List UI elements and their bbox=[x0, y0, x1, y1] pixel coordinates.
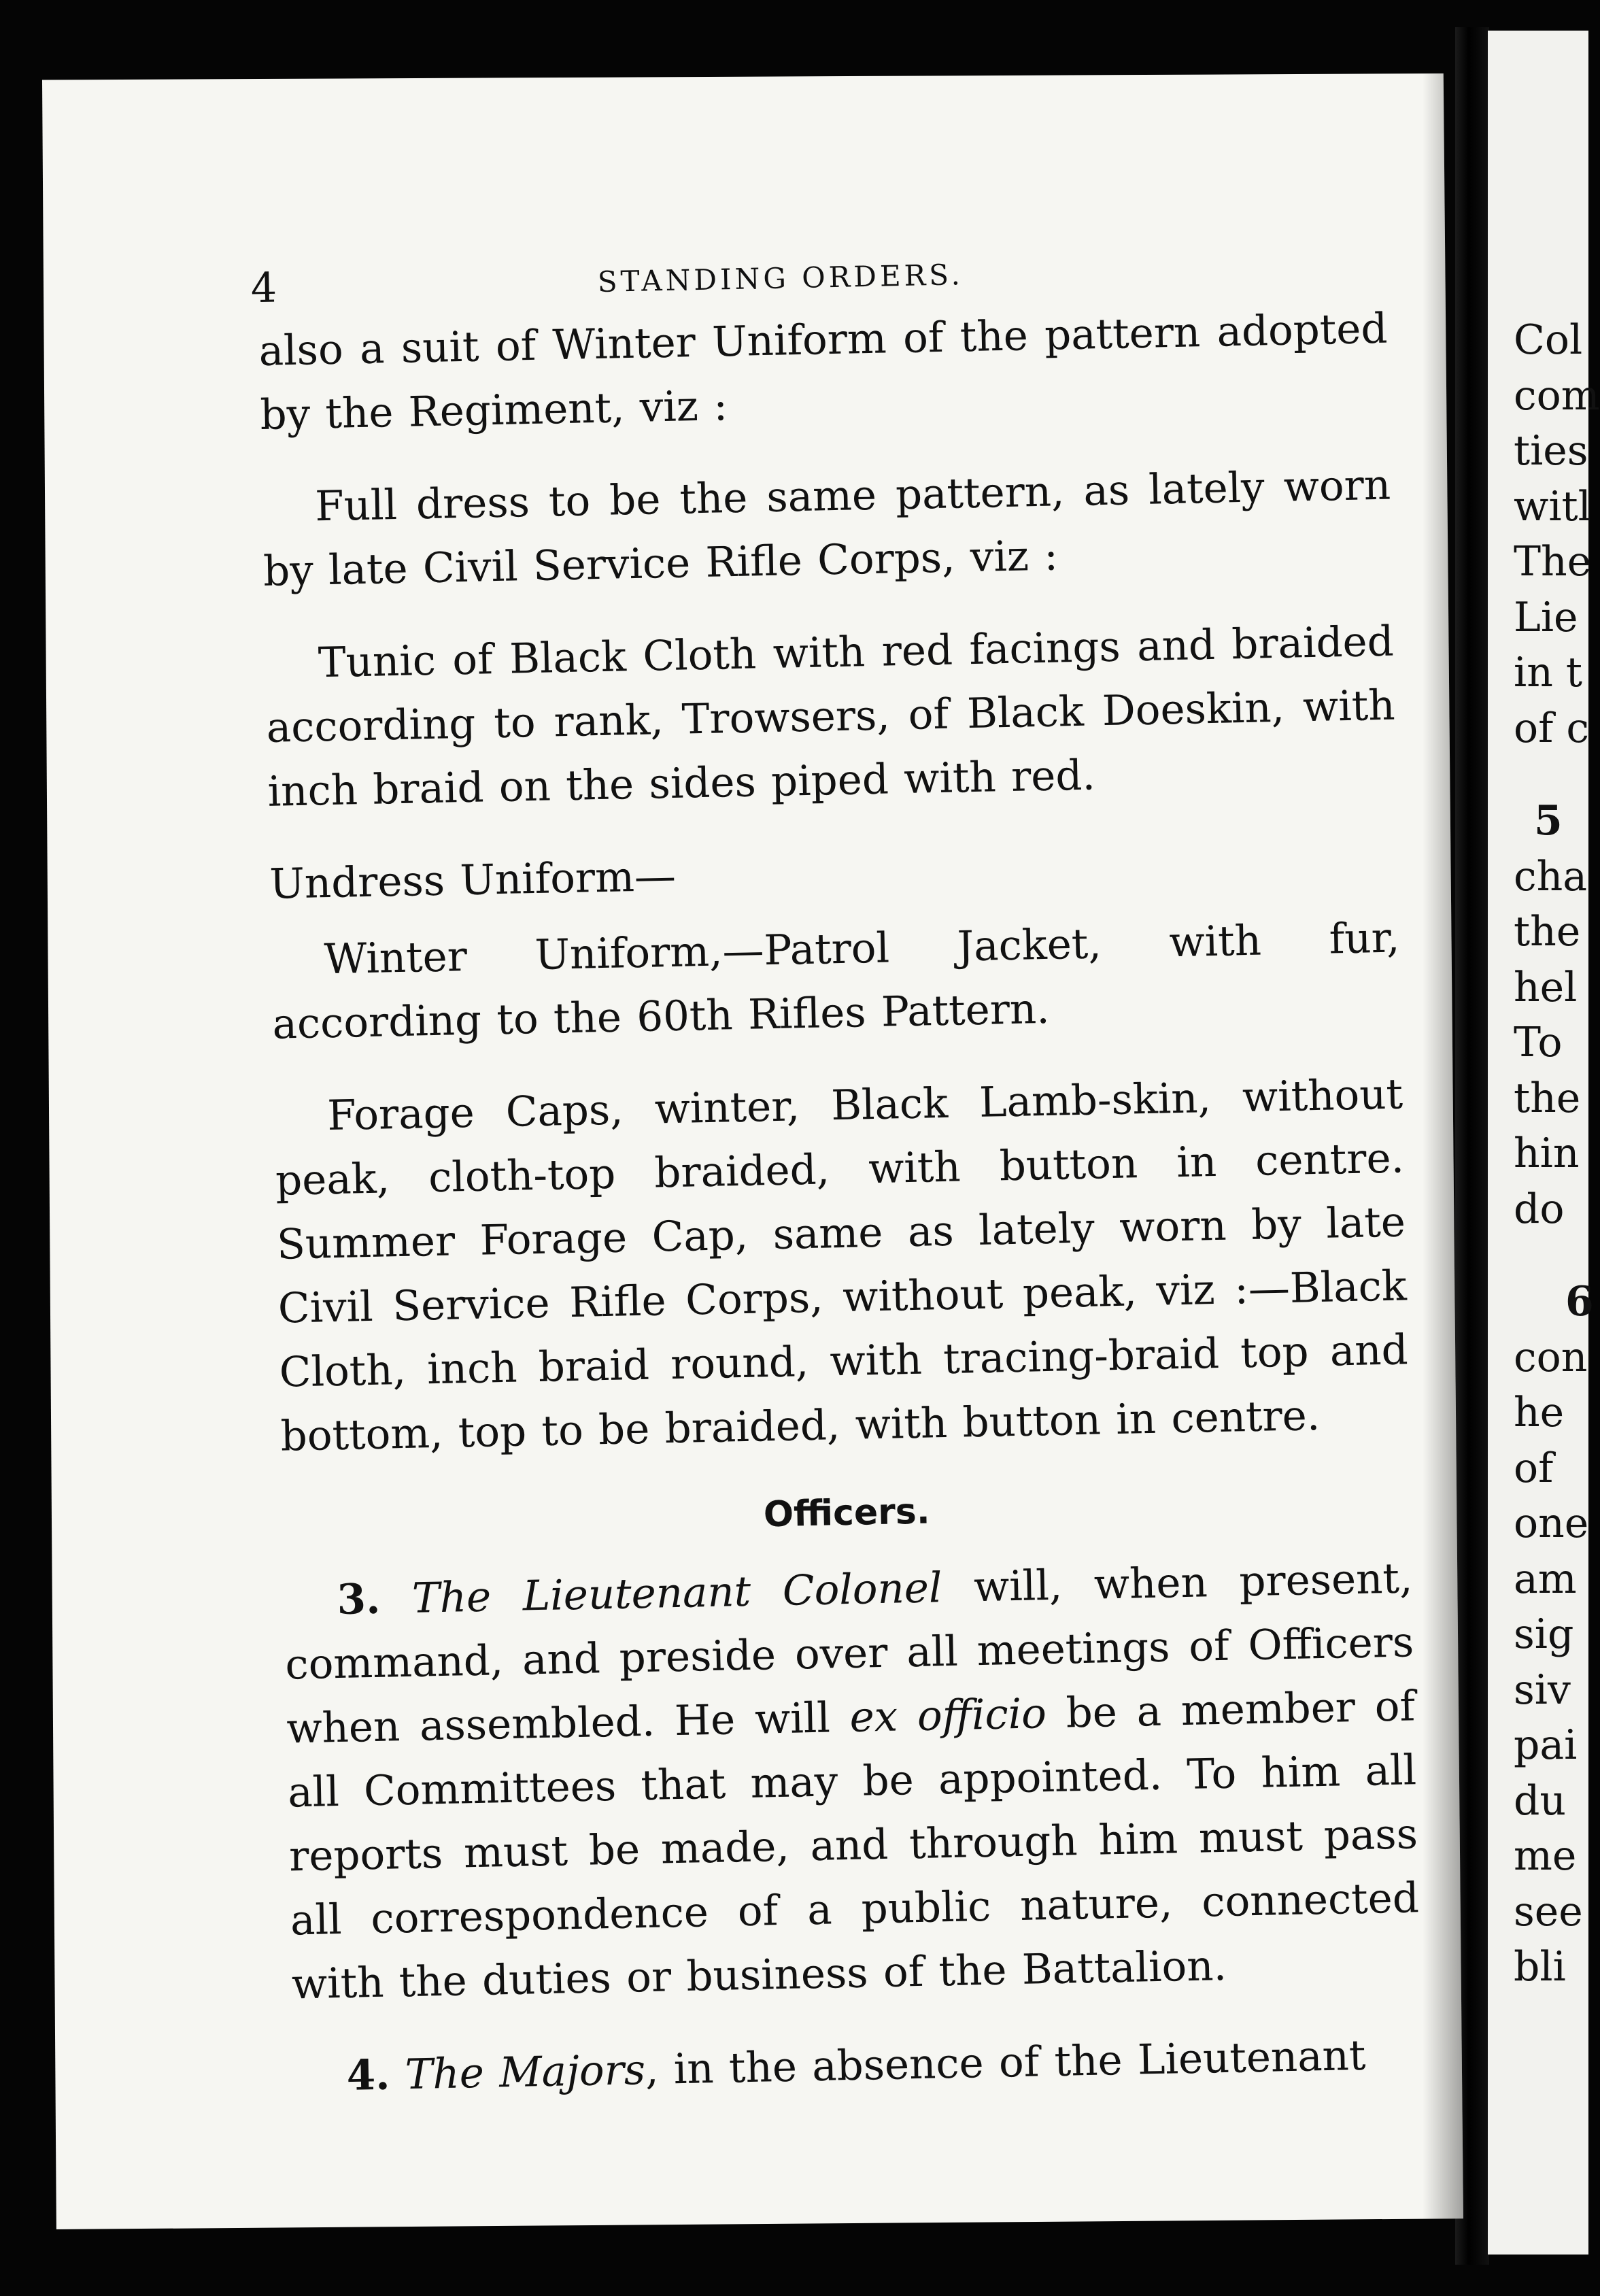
facing-line: do bbox=[1514, 1185, 1565, 1233]
facing-line: Lie bbox=[1514, 593, 1578, 641]
facing-line: The bbox=[1514, 538, 1592, 586]
facing-line: of bbox=[1514, 1444, 1554, 1492]
page-number: 4 bbox=[250, 264, 277, 313]
facing-line: he bbox=[1514, 1389, 1565, 1436]
facing-line: me bbox=[1514, 1832, 1577, 1880]
paragraph-3-text-a: will, when present, command, and preside over all meetings of Officers when assembled. He will bbox=[284, 1554, 1414, 1753]
page-text bbox=[250, 236, 1423, 2138]
paragraph-3-number: 3. bbox=[336, 1574, 381, 1625]
facing-line: of c bbox=[1514, 704, 1590, 752]
facing-line: com bbox=[1514, 371, 1600, 420]
facing-line: witl bbox=[1514, 482, 1591, 530]
paragraph-4-title: The Majors bbox=[405, 2046, 646, 2099]
facing-line: pai bbox=[1514, 1721, 1578, 1769]
paragraph-4-text: , in the absence of the Lieutenant bbox=[645, 2031, 1367, 2095]
tunic-paragraph: Tunic of Black Cloth with red facings and braided according to rank, Trowsers, of Black Doeskin, with inch braid on the sides piped with red. bbox=[266, 617, 1396, 816]
running-head: STANDING ORDERS. bbox=[597, 258, 964, 299]
paragraph-4-number: 4. bbox=[345, 2050, 391, 2100]
facing-line: hel bbox=[1514, 963, 1578, 1011]
officers-heading: Officers. bbox=[763, 1491, 931, 1536]
winter-uniform-paragraph: Winter Uniform,—Patrol Jacket, with fur, according to the 60th Rifles Pattern. bbox=[271, 913, 1401, 1049]
facing-line: du bbox=[1514, 1776, 1567, 1825]
facing-line: siv bbox=[1514, 1666, 1571, 1714]
facing-section-6: 6 bbox=[1565, 1278, 1594, 1326]
facing-line: To bbox=[1514, 1019, 1563, 1066]
forage-caps-paragraph: Forage Caps, winter, Black Lamb-skin, without peak, cloth-top braided, with button in centre. Summer Forage Cap, same as lately worn by late Civil Service Rifle Corps, without peak, viz :—Black Cloth, inch braid round, with tracing-braid top and bottom, top to be braided, with button in centre. bbox=[275, 1070, 1409, 1461]
facing-line: con bbox=[1514, 1333, 1588, 1381]
ex-officio-phrase: ex officio bbox=[849, 1689, 1047, 1742]
facing-line: Col bbox=[1514, 316, 1583, 364]
undress-heading: Undress Uniform— bbox=[269, 851, 677, 909]
facing-section-5: 5 bbox=[1534, 797, 1563, 845]
full-dress-paragraph: Full dress to be the same pattern, as lately worn by late Civil Service Rifle Corps, viz : bbox=[262, 460, 1391, 596]
facing-line: hin bbox=[1514, 1130, 1580, 1177]
facing-line: sig bbox=[1514, 1610, 1574, 1658]
facing-line: bli bbox=[1514, 1943, 1566, 1991]
paragraph-4 bbox=[293, 2023, 1423, 2109]
facing-line: cha bbox=[1514, 852, 1588, 900]
facing-line: the bbox=[1514, 1074, 1581, 1122]
paragraph-3-title: The Lieutenant Colonel bbox=[411, 1564, 943, 1623]
facing-line: ties bbox=[1514, 427, 1588, 475]
facing-line: am bbox=[1514, 1555, 1577, 1603]
intro-paragraph: also a suit of Winter Uniform of the pattern adopted by the Regiment, viz : bbox=[258, 304, 1389, 439]
paragraph-3-text-b: be a member of all Committees that may be appointed. To him all reports must be made, and through him must pass all correspondence of a public nature, connected with the duties or business of the Battalion. bbox=[287, 1682, 1420, 2009]
facing-line: in t bbox=[1514, 649, 1583, 696]
paragraph-3 bbox=[284, 1547, 1421, 2016]
facing-line: see bbox=[1514, 1887, 1583, 1936]
facing-line: one bbox=[1514, 1500, 1589, 1547]
facing-page-text bbox=[1514, 313, 1600, 1995]
facing-line: the bbox=[1514, 908, 1581, 956]
